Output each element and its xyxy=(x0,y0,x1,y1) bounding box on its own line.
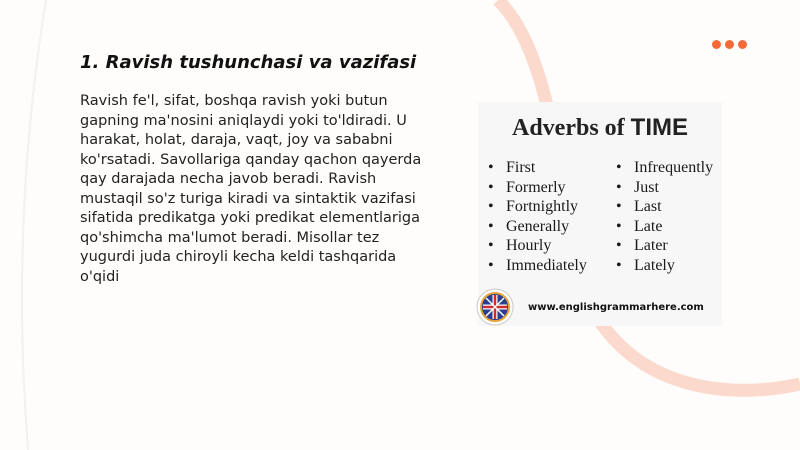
adverb-text: Generally xyxy=(506,217,570,235)
card-title-part2: TIME xyxy=(630,114,688,141)
bullet-icon: • xyxy=(488,217,494,235)
bullet-icon: • xyxy=(488,237,494,255)
bullet-icon: • xyxy=(488,159,494,176)
bullet-icon: • xyxy=(616,256,622,274)
bullet-icon: • xyxy=(488,256,494,274)
bullet-icon: • xyxy=(488,178,494,196)
adverb-text: Last xyxy=(634,198,662,216)
adverb-item xyxy=(488,197,587,217)
adverb-item xyxy=(616,197,713,217)
adverb-text: Fortnightly xyxy=(506,198,579,216)
slide-paragraph: Ravish fe'l, sifat, boshqa ravish yoki butun gapning ma'nosini aniqlaydi yoki to'ldiradi. U harakat, holat, daraja, vaqt, joy va sababni ko'rsatadi. Savollariga qanday qachon qayerda qay darajada necha javob beradi. Ravish mustaqil so'z turiga kiradi va sintaktik vazifasi sifatida predikatga yoki predikat elementlariga qo'shimcha ma'lumot beradi. Misollar tez yugurdi juda chiroyli kecha keldi tashqarida o'qidi xyxy=(80,93,422,285)
bullet-icon: • xyxy=(616,159,622,176)
adverb-text: Later xyxy=(634,237,668,255)
adverb-item xyxy=(488,217,587,237)
dot-icon xyxy=(725,40,734,49)
adverb-item xyxy=(488,178,587,198)
adverb-item xyxy=(616,236,713,256)
adverb-list-right xyxy=(616,158,713,276)
adverb-item xyxy=(488,256,587,276)
card-title-part1: Adverbs of xyxy=(512,115,625,141)
adverb-item xyxy=(488,158,587,178)
bullet-icon: • xyxy=(488,198,494,216)
adverb-text: Formerly xyxy=(506,178,566,196)
adverb-item xyxy=(616,158,713,178)
slide-heading: 1. Ravish tushunchasi va vazifasi xyxy=(80,52,417,73)
card-title xyxy=(478,114,722,142)
menu-dots xyxy=(712,40,747,49)
adverb-item xyxy=(616,178,713,198)
adverb-list-left xyxy=(488,158,587,276)
adverb-text: First xyxy=(506,159,536,176)
dot-icon xyxy=(712,40,721,49)
adverb-text: Lately xyxy=(634,256,675,274)
adverb-text: Immediately xyxy=(506,256,587,274)
adverb-text: Late xyxy=(634,217,663,235)
dot-icon xyxy=(738,40,747,49)
adverbs-card xyxy=(478,102,722,326)
bullet-icon: • xyxy=(616,198,622,216)
adverb-text: Infrequently xyxy=(634,159,714,176)
adverb-item xyxy=(488,236,587,256)
adverb-item xyxy=(616,217,713,237)
adverb-item xyxy=(616,256,713,276)
bullet-icon: • xyxy=(616,217,622,235)
decor-curve-left xyxy=(22,0,46,450)
site-logo-icon xyxy=(476,288,514,326)
bullet-icon: • xyxy=(616,237,622,255)
adverb-text: Hourly xyxy=(506,237,552,255)
adverb-text: Just xyxy=(634,178,659,196)
website-url: www.englishgrammarhere.com xyxy=(528,302,704,313)
bullet-icon: • xyxy=(616,178,622,196)
